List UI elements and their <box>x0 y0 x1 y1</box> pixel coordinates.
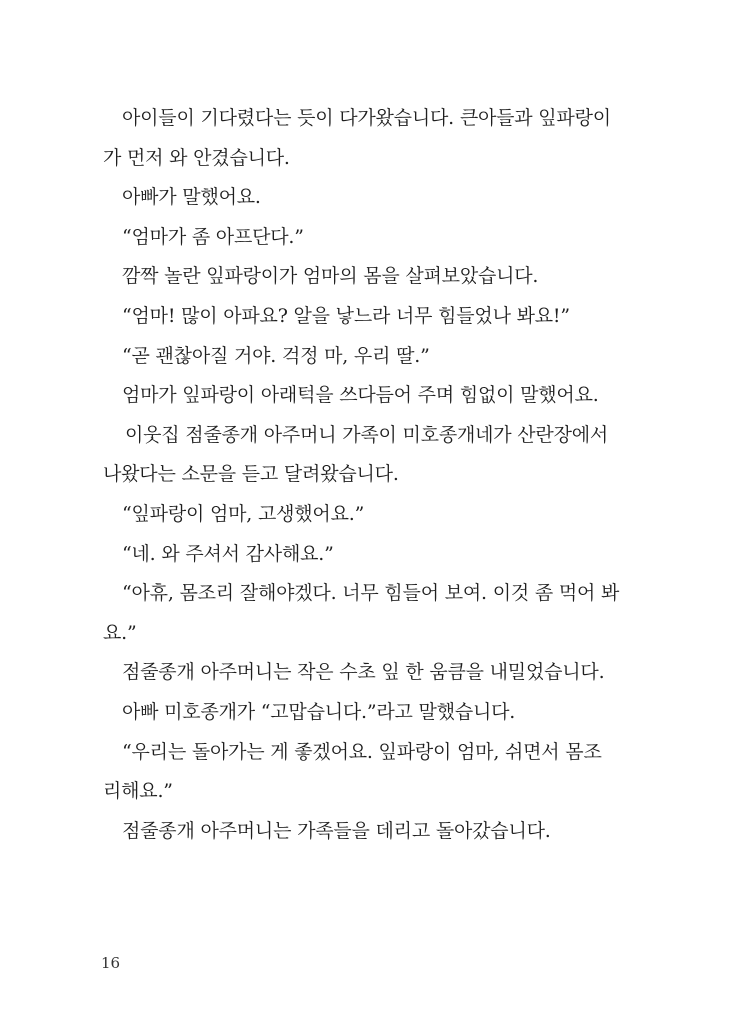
text-line: 이웃집 점줄종개 아주머니 가족이 미호종개네가 산란장에서 <box>125 423 609 446</box>
text-line: 아빠 미호종개가 “고맙습니다.”라고 말했습니다. <box>122 700 516 723</box>
text-line: 나왔다는 소문을 듣고 달려왔습니다. <box>103 463 399 486</box>
text-line: “엄마! 많이 아파요? 알을 낳느라 너무 힘들었나 봐요!” <box>122 304 570 327</box>
text-line: “잎파랑이 엄마, 고생했어요.” <box>122 502 365 525</box>
text-line: “엄마가 좀 아프단다.” <box>122 225 304 248</box>
text-line: “우리는 돌아가는 게 좋겠어요. 잎파랑이 엄마, 쉬면서 몸조 <box>122 740 602 763</box>
text-line: 점줄종개 아주머니는 작은 수초 잎 한 움큼을 내밀었습니다. <box>122 661 605 684</box>
text-line: “네. 와 주셔서 감사해요.” <box>122 542 334 565</box>
page-number: 16 <box>101 954 121 972</box>
text-line: 깜짝 놀란 잎파랑이가 엄마의 몸을 살펴보았습니다. <box>122 265 539 288</box>
text-line: 아이들이 기다렸다는 듯이 다가왔습니다. 큰아들과 잎파랑이 <box>122 107 611 129</box>
text-line: 엄마가 잎파랑이 아래턱을 쓰다듬어 주며 힘없이 말했어요. <box>122 384 599 407</box>
text-line: “아휴, 몸조리 잘해야겠다. 너무 힘들어 보여. 이것 좀 먹어 봐 <box>122 582 620 605</box>
text-line: 리해요.” <box>103 780 173 803</box>
text-line: 점줄종개 아주머니는 가족들을 데리고 돌아갔습니다. <box>122 819 551 842</box>
text-line: 요.” <box>103 621 137 644</box>
text-line: 아빠가 말했어요. <box>122 186 261 209</box>
story-text <box>103 99 623 851</box>
text-line: “곧 괜찮아질 거야. 걱정 마, 우리 딸.” <box>122 344 430 367</box>
text-line: 가 먼저 와 안겼습니다. <box>103 146 290 169</box>
